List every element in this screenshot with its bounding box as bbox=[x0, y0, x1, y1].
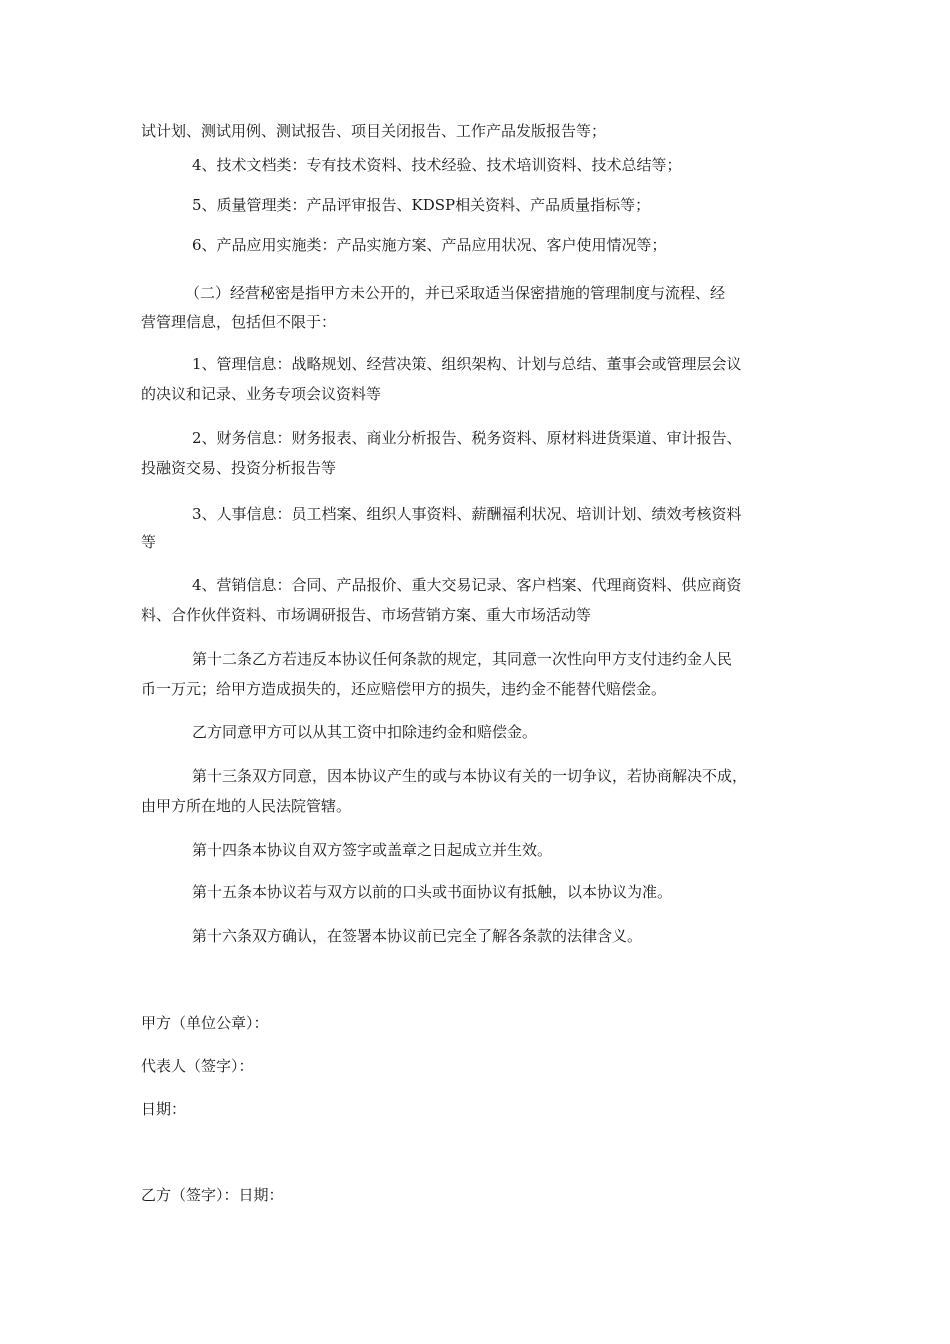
representative-signature-label: 代表人（签字）： bbox=[141, 1057, 254, 1075]
clause-line: （二）经营秘密是指甲方未公开的，并已采取适当保密措施的管理制度与流程、经 bbox=[185, 284, 726, 302]
clause-line: 币一万元；给甲方造成损失的，还应赔偿甲方的损失，违约金不能替代赔偿金。 bbox=[141, 680, 667, 698]
date-label: 日期： bbox=[141, 1100, 187, 1118]
clause-line: 第十三条双方同意，因本协议产生的或与本协议有关的一切争议，若协商解决不成， bbox=[192, 767, 748, 785]
clause-line: 乙方同意甲方可以从其工资中扣除违约金和赔偿金。 bbox=[192, 723, 538, 741]
clause-line: 3、人事信息：员工档案、组织人事资料、薪酬福利状况、培训计划、绩效考核资料 bbox=[192, 505, 742, 523]
clause-line: 等 bbox=[141, 533, 157, 551]
clause-line: 6、产品应用实施类：产品实施方案、产品应用状况、客户使用情况等； bbox=[192, 236, 667, 254]
clause-line: 5、质量管理类：产品评审报告、KDSP相关资料、产品质量指标等； bbox=[192, 196, 651, 214]
clause-line: 投融资交易、投资分析报告等 bbox=[141, 459, 337, 477]
clause-line: 第十六条双方确认，在签署本协议前已完全了解各条款的法律含义。 bbox=[192, 927, 643, 945]
clause-line: 料、合作伙伴资料、市场调研报告、市场营销方案、重大市场活动等 bbox=[141, 606, 592, 624]
party-b-signature-label: 乙方（签字）：日期： bbox=[141, 1186, 284, 1204]
clause-line: 第十五条本协议若与双方以前的口头或书面协议有抵触，以本协议为准。 bbox=[192, 883, 673, 901]
clause-line: 试计划、测试用例、测试报告、项目关闭报告、工作产品发版报告等； bbox=[141, 122, 607, 140]
clause-line: 4、技术文档类：专有技术资料、技术经验、技术培训资料、技术总结等； bbox=[192, 156, 682, 174]
clause-line: 的决议和记录、业务专项会议资料等 bbox=[141, 385, 382, 403]
clause-line: 4、营销信息：合同、产品报价、重大交易记录、客户档案、代理商资料、供应商资 bbox=[192, 576, 742, 594]
clause-line: 由甲方所在地的人民法院管辖。 bbox=[141, 797, 352, 815]
clause-line: 第十二条乙方若违反本协议任何条款的规定，其同意一次性向甲方支付违约金人民 bbox=[192, 650, 733, 668]
clause-line: 2、财务信息：财务报表、商业分析报告、税务资料、原材料进货渠道、审计报告、 bbox=[192, 429, 742, 447]
party-a-seal-label: 甲方（单位公章）： bbox=[141, 1014, 269, 1032]
clause-line: 第十四条本协议自双方签字或盖章之日起成立并生效。 bbox=[192, 841, 553, 859]
clause-line: 营管理信息，包括但不限于： bbox=[141, 313, 337, 331]
clause-line: 1、管理信息：战略规划、经营决策、组织架构、计划与总结、董事会或管理层会议 bbox=[192, 355, 742, 373]
